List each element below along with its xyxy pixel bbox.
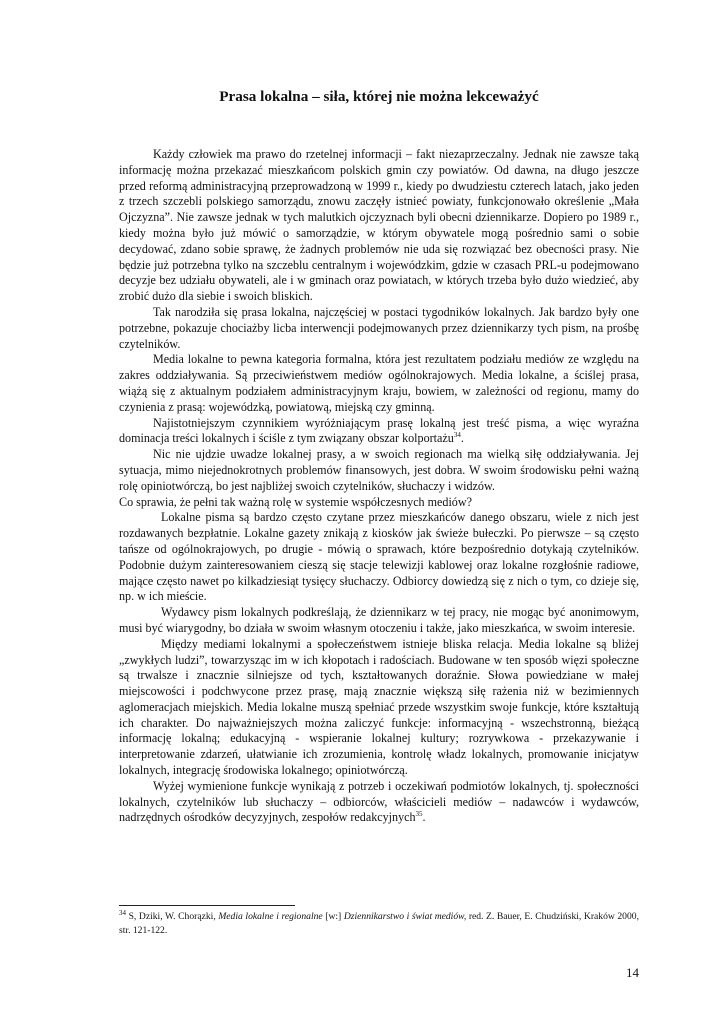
- paragraph-text: Wyżej wymienione funkcje wynikają z potrzeb i oczekiwań podmiotów lokalnych, tj. społeczności lokalnych, czytelników lub słuchaczy – odbiorców, właścicieli mediów – nadawców i wydawców, nadrzędnych ośrodków decyzyjnych, zespołów redakcyjnych: [119, 778, 639, 825]
- paragraph-end: .: [422, 810, 426, 825]
- paragraph-text: Najistotniejszym czynnikiem wyróżniającym prasę lokalną jest treść pisma, a więc wyraźna dominacja treści lokalnych i ściśle z tym związany obszar kolportażu: [119, 415, 639, 446]
- paragraph: [119, 447, 639, 494]
- footnote-ref: 34: [453, 431, 461, 440]
- paragraph: [119, 495, 639, 511]
- paragraph-text: Tak narodziła się prasa lokalna, najczęściej w postaci tygodników lokalnych. Jak bardzo były one potrzebne, pokazuje chociażby licba interwencji podejmowanych przez dziennikarzy tych pism, na prośbę czytelników.: [119, 304, 639, 351]
- footnote-ref: 35: [415, 810, 423, 819]
- paragraph-text: Co sprawia, że pełni tak ważną rolę w systemie współczesnych mediów?: [119, 494, 472, 509]
- paragraph-text: Między mediami lokalnymi a społeczeństwem istnieje bliska relacja. Media lokalne są bliżej „zwykłych ludzi”, towarzysząc im w ich kłopotach i radościach. Budowane w ten sposób więzi społeczne są trwalsze i znacznie silniejsze od tych, kształtowanych doraźnie. Słowa powiedziane w małej miejscowości i podchwycone przez prasę, mają znacznie większą siłę rażenia niż w bezimiennych aglomeracjach miejskich. Media lokalne muszą spełniać przede wszystkim swoje funkcje, które kształtują ich charakter. Do najważniejszych można zaliczyć funkcje: informacyjną - wszechstronną, bieżącą informację lokalną; edukacyjną - wspieranie lokalnej kultury; rozrywkowa - przekazywanie i interpretowanie zdarzeń, ułatwianie ich zrozumienia, kontrolę władz lokalnych, promowanie inicjatyw lokalnych, integrację środowiska lokalnego; opiniotwórczą.: [119, 636, 639, 778]
- paragraph: [119, 510, 639, 605]
- paragraph-text: Nic nie ujdzie uwadze lokalnej prasy, a w swoich regionach ma wielką siłę oddziaływania. Jej sytuacja, mimo niejednokrotnych problemów finansowych, jest dobra. W swoim środowisku pełni ważną rolę opiniotwórczą, bo jest najbliżej swoich czytelników, słuchaczy i widzów.: [119, 447, 639, 493]
- paragraph: [119, 637, 639, 779]
- footnote-authors: S, Dziki, W. Chorązki,: [128, 911, 219, 922]
- page-title: Prasa lokalna – siła, której nie można lekceważyć: [219, 88, 539, 105]
- paragraph-text: Media lokalne to pewna kategoria formalna, która jest rezultatem podziału mediów ze względu na zakres oddziaływania. Są przeciwieństwem mediów ogólnokrajowych. Media lokalne, a ściślej prasa, wiążą się z aktualnym podziałem administracyjnym kraju, bowiem, w zależności od regionu, mamy do czynienia z prasą: wojewódzką, powiatową, miejską czy gminną.: [119, 352, 639, 414]
- page-number: 14: [626, 965, 639, 980]
- paragraph-end: .: [460, 431, 464, 446]
- body-text: [119, 147, 639, 826]
- footnote-rest: red. Z. Bauer, E. Chudziński, Kraków 2000, str. 121-122.: [119, 911, 639, 936]
- paragraph-text: Wydawcy pism lokalnych podkreślają, że dziennikarz w tej pracy, nie mogąc być anonimowym, musi być wiarygodny, bo działa w swoim własnym otoczeniu i także, jako mieszkańca, w swoim interesie.: [119, 605, 639, 635]
- paragraph: [119, 416, 639, 448]
- footnote-mid: [w:]: [322, 911, 344, 922]
- footnote-number: 34: [119, 908, 126, 917]
- footnote-title-2: Dziennikarstwo i świat mediów,: [343, 911, 467, 922]
- paragraph: [119, 779, 639, 826]
- paragraph: [119, 305, 639, 352]
- paragraph: [119, 352, 639, 415]
- footnote-title-1: Media lokalne i regionalne: [218, 911, 323, 922]
- paragraph: [119, 147, 639, 305]
- paragraph: [119, 605, 639, 637]
- footnote: [119, 910, 639, 938]
- footnote-divider: [119, 905, 295, 906]
- paragraph-text: Każdy człowiek ma prawo do rzetelnej informacji – fakt niezaprzeczalny. Jednak nie zawsze taką informację można przekazać mieszkańcom polskich gmin czy powiatów. Od dawna, na długo jeszcze przed reformą administracyjną przeprowadzoną w 1999 r., kiedy po dwudziestu czterech latach, jako jeden z trzech szczebli polskiego samorządu, znowu zaczęły istnieć powiaty, funkcjonowało określenie „Mała Ojczyzna”. Nie zawsze jednak w tych malutkich ojczyznach byli obecni dziennikarze. Dopiero po 1989 r., kiedy można było już mówić o samorządzie, w którym obywatele mogą pośrednio sami o sobie decydować, zdano sobie sprawę, że żadnych problemów nie uda się rozwiązać bez obecności prasy. Nie będzie już potrzebna tylko na szczeblu centralnym i wojewódzkim, gdzie w czasach PRL-u podejmowano decyzje bez udziału obywateli, ale i w gminach oraz powiatach, w których trzeba było dużo wiedzieć, aby zrobić dużo dla siebie i swoich bliskich.: [119, 147, 639, 304]
- paragraph-text: Lokalne pisma są bardzo często czytane przez mieszkańców danego obszaru, wiele z nich jest rozdawanych bezpłatnie. Lokalne gazety znikają z kiosków jak świeże bułeczki. Po pierwsze – są często tańsze od ogólnokrajowych, po drugie - mówią o sprawach, które bezpośrednio dotykają czytelników. Podobnie dużym zainteresowaniem cieszą się stacje telewizji kablowej oraz lokalne rozgłośnie radiowe, mające często nawet po kilkadziesiąt tysięcy słuchaczy. Odbiorcy dowiedzą się z nich o tym, co dzieje się, np. w ich mieście.: [119, 510, 639, 604]
